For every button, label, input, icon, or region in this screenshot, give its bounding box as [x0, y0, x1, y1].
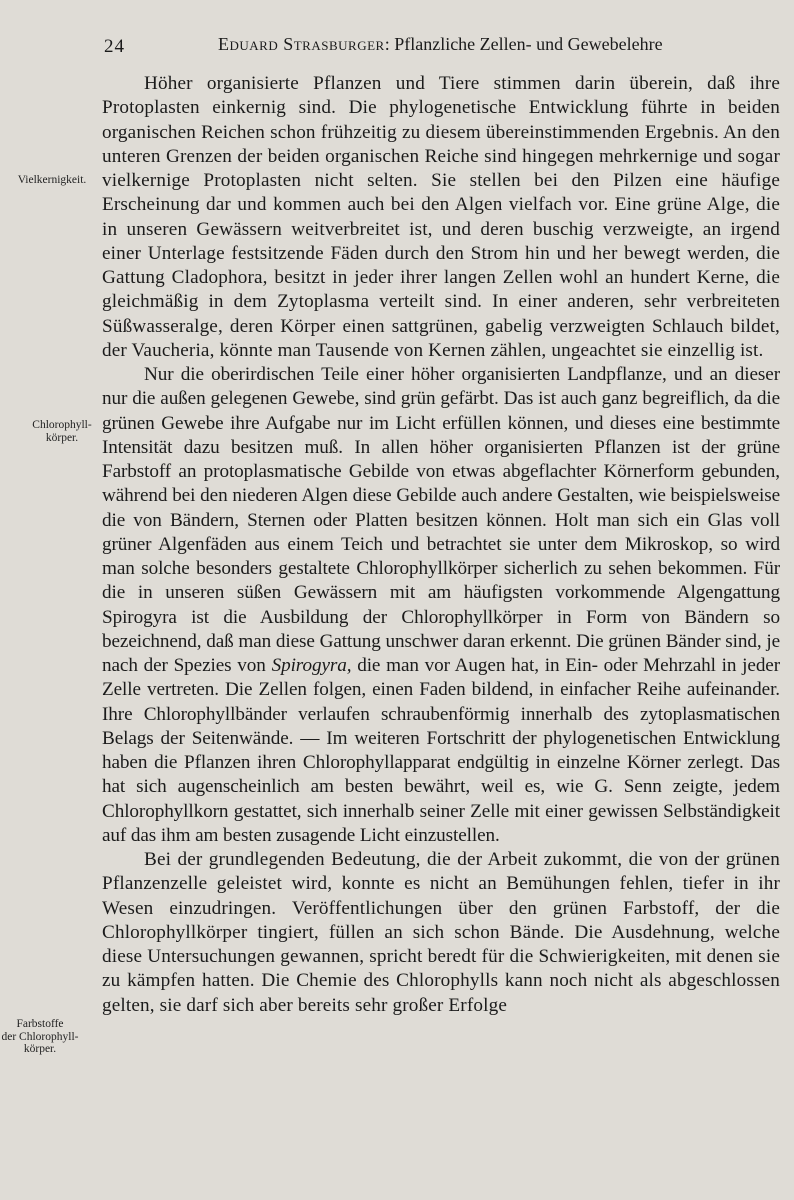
running-head-author: Eduard Strasburger — [218, 34, 385, 54]
margin-note-line: körper. — [23, 1043, 57, 1055]
margin-note-line: der Chlorophyll- — [1, 1030, 79, 1043]
paragraph-2 — [102, 363, 780, 848]
body-text — [102, 72, 780, 1018]
margin-note-line: körper. — [45, 431, 79, 444]
margin-note-vielkernigkeit: Vielkernigkeit. — [17, 174, 87, 186]
paragraph-2-part-a: Nur die oberirdischen Teile einer höher organisierten Landpflanze, und an dieser nur die außen gelegenen Gewebe, sind grün gefärbt. Das ist auch ganz begreiflich, da die grünen Gewebe ihre Aufgabe nur im Licht erfüllen können, und dieses eine bestimmte Intensität dazu besitzen muß. In allen höher organisierten Pflanzen ist der grüne Farbstoff an protoplasmatische Gebilde von etwas abgeflachter Körnerform gebunden, während bei den niederen Algen diese Gebilde auch andere Gestalten, wie beispielsweise die von Bändern, Sternen oder Platten besitzen können. Holt man sich ein Glas voll grüner Algenfäden aus einem Teich und betrachtet sie unter dem Mikroskop, so wird man solche besonders gestaltete Chlorophyllkörper sicherlich zu sehen bekommen. Für die in unseren süßen Gewässern mit am häufigsten vorkommende Algengattung Spirogyra ist die Ausbildung der Chlorophyllkörper in Form von Bändern so bezeichnend, daß man diese Gattung unschwer daran erkennt. Die grünen Bänder sind, je nach der Spezies von — [102, 364, 780, 676]
margin-note-line: Chlorophyll- — [32, 419, 92, 431]
paragraph-3: Bei der grundlegenden Bedeutung, die der Arbeit zukommt, die von der grünen Pflanzenzelle geleistet wird, konnte es nicht an Bemühungen fehlen, tiefer in ihr Wesen einzudringen. Veröffentlichungen über den grünen Farbstoff, der die Chlorophyllkörper tingiert, füllen an sich schon Bände. Die Ausdehnung, welche diese Untersuchungen gewannen, spricht beredt für die Schwierigkeiten, mit denen sie zu kämpfen hatten. Die Chemie des Chlorophylls kann noch nicht als abgeschlossen gelten, sie darf sich aber bereits sehr großer Erfolge — [102, 849, 780, 1016]
paragraph-1: Höher organisierte Pflanzen und Tiere stimmen darin überein, daß ihre Protoplasten einkernig sind. Die phylogenetische Entwicklung führte in beiden organischen Reichen schon frühzeitig zu diesem übereinstimmenden Ergebnis. An den unteren Grenzen der beiden organischen Reiche sind hingegen mehrkernige und sogar vielkernige Protoplasten nicht selten. Sie stellen bei den Pilzen eine häufige Erscheinung dar und kommen auch bei den Algen vielfach vor. Eine grüne Alge, die in unseren Gewässern weitverbreitet ist, und deren buschig verzweigte, an irgend einer Unterlage festsitzende Fäden durch den Strom hin und her bewegt werden, die Gattung Cladophora, besitzt in jeder ihrer langen Zellen wohl an hundert Kerne, die gleichmäßig in dem Zytoplasma verteilt sind. In einer anderen, sehr verbreiteten Süßwasseralge, deren Körper einen sattgrünen, gabelig verzweigten Schlauch bildet, der Vaucheria, könnte man Tausende von Kernen zählen, ungeachtet sie einzellig ist. — [102, 73, 780, 361]
page-number: 24 — [104, 36, 125, 57]
margin-note-line: Farbstoffe — [16, 1018, 64, 1030]
paragraph-2-italic: Spirogyra, — [271, 655, 352, 676]
running-head-title: : Pflanzliche Zellen- und Gewebelehre — [384, 34, 663, 54]
running-head — [218, 34, 663, 55]
paragraph-2-part-b: die man vor Augen hat, in Ein- oder Mehrzahl in jeder Zelle vertreten. Die Zellen folgen, einen Faden bildend, in einfacher Reihe aufeinander. Ihre Chlorophyllbänder verlaufen schraubenförmig innerhalb des zytoplasmatischen Belags der Seitenwände. — Im weiteren Fortschritt der phylogenetischen Entwicklung haben die Pflanzen ihren Chlorophyllapparat endgültig in einzelne Körner zerlegt. Das hat sich augenscheinlich am besten bewährt, weil es, wie G. Senn zeigte, jedem Chlorophyllkorn gestattet, sich innerhalb seiner Zelle mit einer gewissen Selbständigkeit auf das ihm am besten zusagende Licht einzustellen. — [102, 655, 781, 846]
margin-note-farbstoffe — [0, 1018, 80, 1056]
margin-note-chlorophyllkoerper — [22, 419, 102, 444]
